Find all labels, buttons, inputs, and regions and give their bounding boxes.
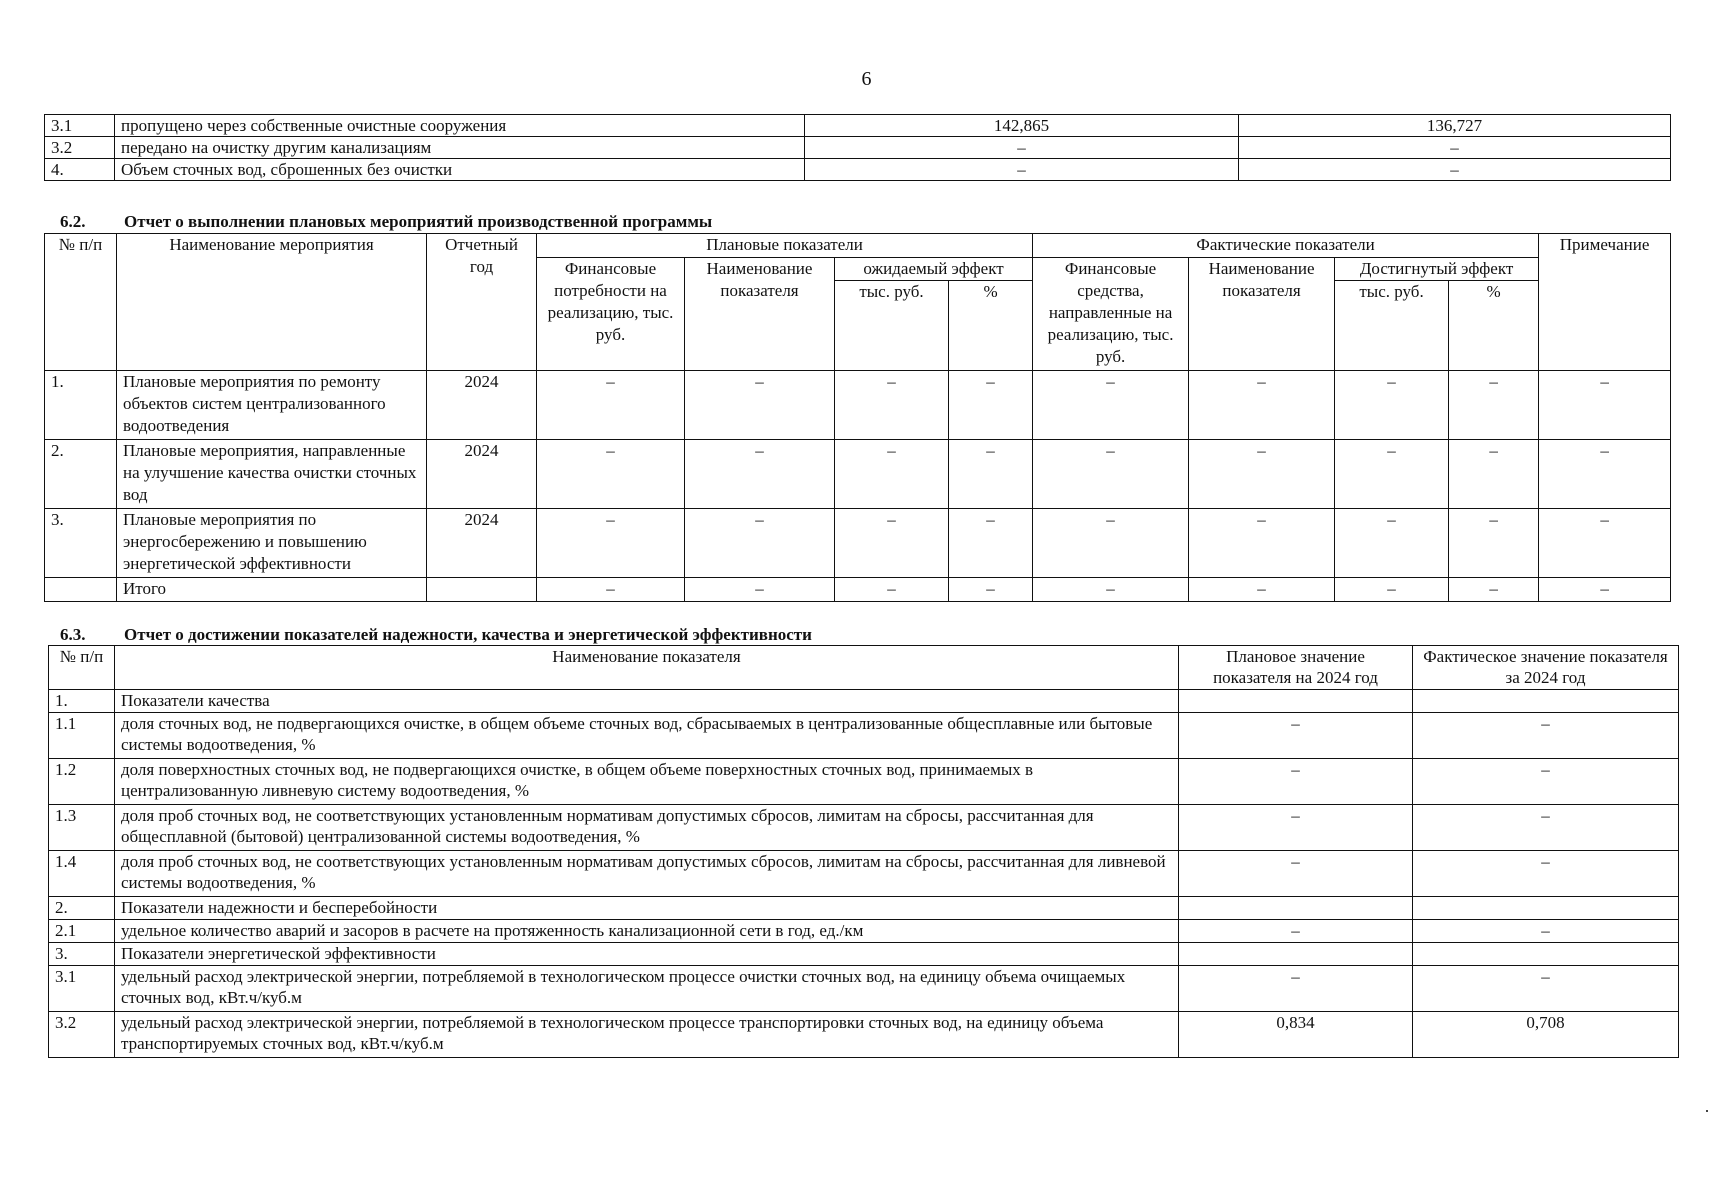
- value-cell: –: [1189, 440, 1335, 509]
- header-plan-fin: Финансовые потребности на реализацию, тыс. руб.: [537, 258, 685, 371]
- value-cell: –: [1539, 371, 1671, 440]
- value-cell: –: [1335, 440, 1449, 509]
- fact-value: –: [1413, 920, 1679, 943]
- value-cell: –: [1239, 137, 1671, 159]
- value-cell: –: [1335, 371, 1449, 440]
- plan-value: –: [1179, 966, 1413, 1012]
- row-name: Плановые мероприятия, направленные на улучшение качества очистки сточных вод: [117, 440, 427, 509]
- value-cell: –: [835, 509, 949, 578]
- fact-value: –: [1413, 851, 1679, 897]
- row-year: [427, 578, 537, 602]
- fact-value: –: [1413, 805, 1679, 851]
- fact-value: –: [1413, 759, 1679, 805]
- row-name: удельный расход электрической энергии, потребляемой в технологическом процессе транспортировки сточных вод, на единицу объема транспортируемых сточных вод, кВт.ч/куб.м: [115, 1012, 1179, 1058]
- value-cell: –: [1539, 440, 1671, 509]
- row-number: 2.1: [49, 920, 115, 943]
- value-cell: 142,865: [805, 115, 1239, 137]
- row-name: Показатели энергетической эффективности: [115, 943, 1179, 966]
- section-number: 6.3.: [60, 625, 86, 644]
- row-number: 3.: [45, 509, 117, 578]
- plan-value: –: [1179, 920, 1413, 943]
- value-cell: –: [1335, 509, 1449, 578]
- row-number: 3.1: [45, 115, 115, 137]
- header-year: Отчетный год: [427, 234, 537, 371]
- value-cell: –: [949, 440, 1033, 509]
- header-plan-indicator: Наименование показателя: [685, 258, 835, 371]
- fact-value: –: [1413, 966, 1679, 1012]
- header-note: Примечание: [1539, 234, 1671, 371]
- header-plan-effect: ожидаемый эффект: [835, 258, 1033, 281]
- value-cell: –: [1033, 578, 1189, 602]
- row-name: пропущено через собственные очистные сооружения: [115, 115, 805, 137]
- table-row: [49, 897, 1679, 920]
- row-name: доля поверхностных сточных вод, не подвергающихся очистке, в общем объеме поверхностных сточных вод, принимаемых в централизованную ливневую систему водоотведения, %: [115, 759, 1179, 805]
- header-name: Наименование показателя: [115, 646, 1179, 690]
- table-row: [49, 1012, 1679, 1058]
- header-plan: Плановое значение показателя на 2024 год: [1179, 646, 1413, 690]
- value-cell: –: [949, 578, 1033, 602]
- value-cell: –: [685, 578, 835, 602]
- table-row: [49, 690, 1679, 713]
- section-number: 6.2.: [60, 212, 86, 231]
- row-name: удельное количество аварий и засоров в расчете на протяженность канализационной сети в год, ед./км: [115, 920, 1179, 943]
- row-name: удельный расход электрической энергии, потребляемой в технологическом процессе очистки сточных вод, на единицу объема очищаемых сточных вод, кВт.ч/куб.м: [115, 966, 1179, 1012]
- fact-value: 0,708: [1413, 1012, 1679, 1058]
- row-number: 3.2: [49, 1012, 115, 1058]
- header-fact: Фактическое значение показателя за 2024 год: [1413, 646, 1679, 690]
- row-name: Плановые мероприятия по ремонту объектов систем централизованного водоотведения: [117, 371, 427, 440]
- row-name: передано на очистку другим канализациям: [115, 137, 805, 159]
- row-year: 2024: [427, 371, 537, 440]
- row-name: Объем сточных вод, сброшенных без очистки: [115, 159, 805, 181]
- row-number: 1.: [45, 371, 117, 440]
- value-cell: –: [949, 371, 1033, 440]
- value-cell: –: [949, 509, 1033, 578]
- value-cell: –: [1189, 371, 1335, 440]
- plan-value: [1179, 943, 1413, 966]
- plan-value: [1179, 690, 1413, 713]
- table-row: [49, 966, 1679, 1012]
- value-cell: –: [1449, 440, 1539, 509]
- row-number: 3.2: [45, 137, 115, 159]
- row-number: 1.: [49, 690, 115, 713]
- section-heading: [60, 625, 812, 645]
- indicators-table: [48, 645, 1679, 1058]
- value-cell: –: [537, 371, 685, 440]
- section-heading: [60, 212, 712, 232]
- header-rub: тыс. руб.: [1335, 281, 1449, 371]
- table-row: [45, 371, 1671, 440]
- value-cell: –: [685, 509, 835, 578]
- row-number: 2.: [49, 897, 115, 920]
- scan-speck: [1706, 1110, 1708, 1112]
- plan-value: –: [1179, 759, 1413, 805]
- table-row: [45, 440, 1671, 509]
- value-cell: –: [1189, 509, 1335, 578]
- fact-value: –: [1413, 713, 1679, 759]
- plan-value: –: [1179, 713, 1413, 759]
- row-number: 1.4: [49, 851, 115, 897]
- table-row: [49, 851, 1679, 897]
- value-cell: –: [835, 578, 949, 602]
- fact-value: [1413, 690, 1679, 713]
- row-name: доля проб сточных вод, не соответствующих установленным нормативам допустимых сбросов, лимитам на сбросы, рассчитанная для общесплавной (бытовой) централизованной системы водоотведения, %: [115, 805, 1179, 851]
- header-pct: %: [1449, 281, 1539, 371]
- value-cell: –: [805, 159, 1239, 181]
- value-cell: –: [1033, 509, 1189, 578]
- plan-value: –: [1179, 851, 1413, 897]
- value-cell: –: [1449, 509, 1539, 578]
- header-rub: тыс. руб.: [835, 281, 949, 371]
- value-cell: –: [1449, 578, 1539, 602]
- value-cell: –: [1189, 578, 1335, 602]
- header-plan: Плановые показатели: [537, 234, 1033, 258]
- section-title: Отчет о достижении показателей надежности, качества и энергетической эффективности: [124, 625, 812, 644]
- row-name: Показатели надежности и бесперебойности: [115, 897, 1179, 920]
- value-cell: 136,727: [1239, 115, 1671, 137]
- value-cell: –: [805, 137, 1239, 159]
- header-num: № п/п: [45, 234, 117, 371]
- fact-value: [1413, 897, 1679, 920]
- plan-value: [1179, 897, 1413, 920]
- value-cell: –: [685, 371, 835, 440]
- planned-measures-table: [44, 233, 1671, 602]
- row-number: 1.1: [49, 713, 115, 759]
- plan-value: –: [1179, 805, 1413, 851]
- row-name: доля проб сточных вод, не соответствующих установленным нормативам допустимых сбросов, лимитам на сбросы, рассчитанная для ливневой системы водоотведения, %: [115, 851, 1179, 897]
- header-fact-fin: Финансовые средства, направленные на реализацию, тыс. руб.: [1033, 258, 1189, 371]
- header-num: № п/п: [49, 646, 115, 690]
- header-fact-indicator: Наименование показателя: [1189, 258, 1335, 371]
- plan-value: 0,834: [1179, 1012, 1413, 1058]
- row-number: [45, 578, 117, 602]
- row-year: 2024: [427, 440, 537, 509]
- row-name: Итого: [117, 578, 427, 602]
- page-number: 6: [861, 68, 872, 90]
- row-year: 2024: [427, 509, 537, 578]
- table-row: [45, 509, 1671, 578]
- section-title: Отчет о выполнении плановых мероприятий производственной программы: [124, 212, 713, 231]
- header-pct: %: [949, 281, 1033, 371]
- table-row: [49, 805, 1679, 851]
- value-cell: –: [1449, 371, 1539, 440]
- row-number: 3.: [49, 943, 115, 966]
- header-fact: Фактические показатели: [1033, 234, 1539, 258]
- value-cell: –: [537, 578, 685, 602]
- value-cell: –: [685, 440, 835, 509]
- fact-value: [1413, 943, 1679, 966]
- value-cell: –: [1539, 578, 1671, 602]
- table-row: [45, 159, 1671, 181]
- wastewater-volume-table: [44, 114, 1671, 181]
- table-row: [45, 115, 1671, 137]
- row-number: 2.: [45, 440, 117, 509]
- value-cell: –: [1335, 578, 1449, 602]
- row-name: Показатели качества: [115, 690, 1179, 713]
- table-row: [49, 943, 1679, 966]
- table-row: [49, 759, 1679, 805]
- value-cell: –: [1539, 509, 1671, 578]
- row-name: доля сточных вод, не подвергающихся очистке, в общем объеме сточных вод, сбрасываемых в централизованные общесплавные или бытовые системы водоотведения, %: [115, 713, 1179, 759]
- row-number: 4.: [45, 159, 115, 181]
- table-row: [49, 920, 1679, 943]
- row-name: Плановые мероприятия по энергосбережению и повышению энергетической эффективности: [117, 509, 427, 578]
- row-number: 1.2: [49, 759, 115, 805]
- table-row: [49, 713, 1679, 759]
- row-number: 3.1: [49, 966, 115, 1012]
- table-row: [45, 137, 1671, 159]
- value-cell: –: [537, 440, 685, 509]
- header-name: Наименование мероприятия: [117, 234, 427, 371]
- row-number: 1.3: [49, 805, 115, 851]
- value-cell: –: [1033, 440, 1189, 509]
- table-row: [45, 578, 1671, 602]
- value-cell: –: [537, 509, 685, 578]
- value-cell: –: [1033, 371, 1189, 440]
- header-fact-effect: Достигнутый эффект: [1335, 258, 1539, 281]
- value-cell: –: [835, 371, 949, 440]
- value-cell: –: [835, 440, 949, 509]
- value-cell: –: [1239, 159, 1671, 181]
